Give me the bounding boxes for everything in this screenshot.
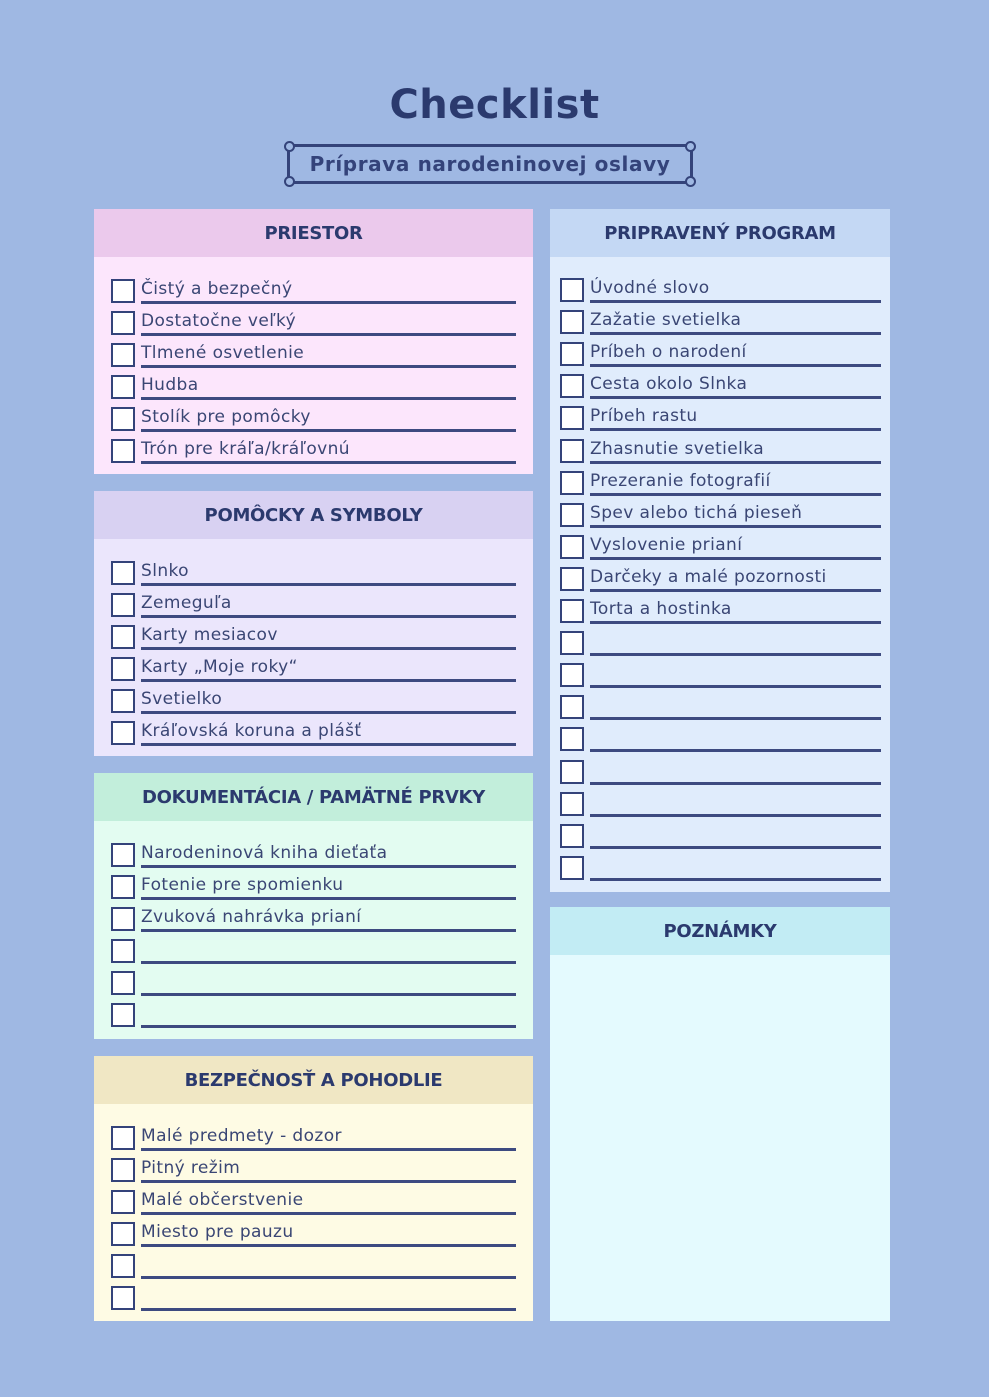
write-line bbox=[590, 557, 881, 560]
checklist-item bbox=[94, 277, 533, 309]
checkbox[interactable] bbox=[111, 439, 135, 463]
write-line bbox=[141, 743, 516, 746]
item-label[interactable]: Trón pre kráľa/kráľovnú bbox=[141, 439, 350, 459]
item-label[interactable]: Slnko bbox=[141, 561, 189, 581]
checklist-item bbox=[94, 687, 533, 719]
write-line bbox=[590, 621, 881, 624]
item-label[interactable]: Zemeguľa bbox=[141, 593, 232, 613]
write-line bbox=[590, 878, 881, 881]
section-pripraveny-program bbox=[550, 209, 890, 892]
write-line bbox=[141, 1308, 516, 1311]
checkbox[interactable] bbox=[111, 657, 135, 681]
checklist-item bbox=[94, 1001, 533, 1033]
item-label[interactable]: Zažatie svetielka bbox=[590, 310, 742, 331]
item-label[interactable]: Fotenie pre spomienku bbox=[141, 875, 344, 895]
write-line bbox=[141, 429, 516, 432]
checklist-item bbox=[550, 758, 890, 790]
write-line bbox=[590, 653, 881, 656]
checklist-item bbox=[94, 1124, 533, 1156]
section-bezpecnost-a-pohodlie bbox=[94, 1056, 533, 1321]
section-priestor bbox=[94, 209, 533, 474]
checklist-item bbox=[550, 404, 890, 436]
item-label[interactable]: Dostatočne veľký bbox=[141, 311, 297, 331]
item-label[interactable]: Stolík pre pomôcky bbox=[141, 407, 311, 427]
write-line bbox=[590, 749, 881, 752]
checkbox[interactable] bbox=[560, 599, 584, 623]
checkbox[interactable] bbox=[111, 939, 135, 963]
checklist-item bbox=[550, 565, 890, 597]
item-label[interactable]: Kráľovská koruna a plášť bbox=[141, 721, 362, 741]
checklist-item bbox=[550, 437, 890, 469]
write-line bbox=[141, 397, 516, 400]
checkbox[interactable] bbox=[111, 843, 135, 867]
checkbox[interactable] bbox=[560, 663, 584, 687]
section-poznamky bbox=[550, 907, 890, 1321]
checkbox[interactable] bbox=[560, 695, 584, 719]
checkbox[interactable] bbox=[111, 907, 135, 931]
checkbox[interactable] bbox=[111, 375, 135, 399]
write-line bbox=[590, 846, 881, 849]
page-title: Checklist bbox=[389, 82, 600, 128]
checklist-item bbox=[550, 501, 890, 533]
item-label[interactable]: Vyslovenie prianí bbox=[590, 534, 743, 555]
write-line bbox=[590, 589, 881, 592]
write-line bbox=[141, 711, 516, 714]
item-label[interactable]: Narodeninová kniha dieťaťa bbox=[141, 843, 388, 863]
checkbox[interactable] bbox=[560, 760, 584, 784]
checklist-item bbox=[94, 405, 533, 437]
checkbox[interactable] bbox=[560, 567, 584, 591]
checklist-item bbox=[94, 591, 533, 623]
checklist-item bbox=[94, 655, 533, 687]
write-line bbox=[590, 717, 881, 720]
frame-corner-dot bbox=[685, 176, 696, 187]
item-label[interactable]: Karty „Moje roky“ bbox=[141, 657, 298, 677]
write-line bbox=[590, 300, 881, 303]
checklist-item bbox=[94, 969, 533, 1001]
checklist-item bbox=[94, 905, 533, 937]
checkbox[interactable] bbox=[111, 311, 135, 335]
checklist-item bbox=[94, 341, 533, 373]
item-label[interactable]: Cesta okolo Slnka bbox=[590, 374, 748, 395]
checkbox[interactable] bbox=[560, 503, 584, 527]
frame-corner-dot bbox=[284, 141, 295, 152]
checkbox[interactable] bbox=[111, 561, 135, 585]
checklist-item bbox=[94, 937, 533, 969]
write-line bbox=[141, 365, 516, 368]
write-line bbox=[590, 332, 881, 335]
checkbox[interactable] bbox=[560, 631, 584, 655]
notes-area[interactable] bbox=[550, 955, 890, 1321]
checklist-item bbox=[94, 373, 533, 405]
write-line bbox=[141, 615, 516, 618]
checkbox[interactable] bbox=[560, 439, 584, 463]
checkbox[interactable] bbox=[111, 593, 135, 617]
checklist-item bbox=[550, 629, 890, 661]
checkbox[interactable] bbox=[560, 310, 584, 334]
checklist-item bbox=[94, 719, 533, 751]
checklist-item bbox=[550, 693, 890, 725]
write-line bbox=[590, 364, 881, 367]
write-line bbox=[141, 1276, 516, 1279]
item-label[interactable]: Zvuková nahrávka prianí bbox=[141, 907, 362, 927]
checkbox[interactable] bbox=[111, 875, 135, 899]
checkbox[interactable] bbox=[111, 1126, 135, 1150]
write-line bbox=[590, 396, 881, 399]
frame-corner-dot bbox=[284, 176, 295, 187]
checklist-item bbox=[550, 790, 890, 822]
checkbox[interactable] bbox=[560, 856, 584, 880]
checklist-item bbox=[94, 1284, 533, 1316]
checklist-item bbox=[94, 309, 533, 341]
checkbox[interactable] bbox=[111, 1158, 135, 1182]
item-label[interactable]: Svetielko bbox=[141, 689, 223, 709]
checklist-item bbox=[550, 469, 890, 501]
checklist-item bbox=[94, 1188, 533, 1220]
write-line bbox=[590, 685, 881, 688]
item-label[interactable]: Pitný režim bbox=[141, 1158, 241, 1178]
subtitle: Príprava narodeninovej oslavy bbox=[309, 152, 671, 176]
checkbox[interactable] bbox=[560, 278, 584, 302]
checklist-item bbox=[94, 841, 533, 873]
checklist-item bbox=[550, 533, 890, 565]
write-line bbox=[590, 461, 881, 464]
checkbox[interactable] bbox=[111, 721, 135, 745]
section-dokumentacia bbox=[94, 773, 533, 1039]
section-header: POMÔCKY A SYMBOLY bbox=[94, 491, 533, 539]
checkbox[interactable] bbox=[111, 279, 135, 303]
checkbox[interactable] bbox=[111, 625, 135, 649]
checkbox[interactable] bbox=[111, 343, 135, 367]
checkbox[interactable] bbox=[560, 406, 584, 430]
checkbox[interactable] bbox=[560, 824, 584, 848]
item-label[interactable]: Darčeky a malé pozornosti bbox=[590, 566, 827, 587]
checklist-item bbox=[94, 437, 533, 469]
write-line bbox=[141, 1148, 516, 1151]
subtitle-frame bbox=[287, 144, 693, 184]
write-line bbox=[590, 493, 881, 496]
write-line bbox=[590, 525, 881, 528]
write-line bbox=[141, 1025, 516, 1028]
section-header: DOKUMENTÁCIA / PAMÄTNÉ PRVKY bbox=[94, 773, 533, 821]
write-line bbox=[141, 865, 516, 868]
frame-corner-dot bbox=[685, 141, 696, 152]
checkbox[interactable] bbox=[111, 1003, 135, 1027]
item-label[interactable]: Spev alebo tichá pieseň bbox=[590, 502, 803, 523]
write-line bbox=[141, 679, 516, 682]
item-label[interactable]: Príbeh o narodení bbox=[590, 342, 747, 363]
section-header: BEZPEČNOSŤ A POHODLIE bbox=[94, 1056, 533, 1104]
item-label[interactable]: Zhasnutie svetielka bbox=[590, 438, 765, 459]
item-label[interactable]: Tlmené osvetlenie bbox=[141, 343, 305, 363]
checkbox[interactable] bbox=[111, 1222, 135, 1246]
checklist-item bbox=[94, 1252, 533, 1284]
item-label[interactable]: Úvodné slovo bbox=[590, 278, 710, 298]
write-line bbox=[141, 961, 516, 964]
write-line bbox=[141, 583, 516, 586]
section-header: POZNÁMKY bbox=[550, 907, 890, 955]
write-line bbox=[590, 814, 881, 817]
checklist-item bbox=[94, 559, 533, 591]
checklist-item bbox=[550, 854, 890, 886]
checklist-item bbox=[94, 1156, 533, 1188]
checkbox[interactable] bbox=[560, 727, 584, 751]
checklist-item bbox=[550, 308, 890, 340]
write-line bbox=[141, 1180, 516, 1183]
item-label[interactable]: Príbeh rastu bbox=[590, 406, 698, 427]
item-label[interactable]: Malé predmety - dozor bbox=[141, 1126, 342, 1146]
checklist-item bbox=[94, 873, 533, 905]
checklist-item bbox=[550, 276, 890, 308]
checkbox[interactable] bbox=[111, 407, 135, 431]
item-label[interactable]: Hudba bbox=[141, 375, 199, 395]
write-line bbox=[590, 428, 881, 431]
checklist-item bbox=[550, 725, 890, 757]
write-line bbox=[141, 301, 516, 304]
checklist-item bbox=[94, 1220, 533, 1252]
checklist-item bbox=[94, 623, 533, 655]
checkbox[interactable] bbox=[560, 792, 584, 816]
checkbox[interactable] bbox=[111, 1254, 135, 1278]
checkbox[interactable] bbox=[111, 689, 135, 713]
item-label[interactable]: Karty mesiacov bbox=[141, 625, 278, 645]
write-line bbox=[141, 1244, 516, 1247]
checkbox[interactable] bbox=[560, 342, 584, 366]
write-line bbox=[141, 897, 516, 900]
checkbox[interactable] bbox=[111, 1286, 135, 1310]
write-line bbox=[141, 929, 516, 932]
checkbox[interactable] bbox=[111, 971, 135, 995]
item-label[interactable]: Torta a hostinka bbox=[590, 599, 732, 619]
checkbox[interactable] bbox=[560, 374, 584, 398]
checkbox[interactable] bbox=[111, 1190, 135, 1214]
item-label[interactable]: Čistý a bezpečný bbox=[141, 279, 293, 299]
write-line bbox=[141, 461, 516, 464]
item-label[interactable]: Miesto pre pauzu bbox=[141, 1222, 294, 1242]
item-label[interactable]: Malé občerstvenie bbox=[141, 1190, 304, 1210]
write-line bbox=[141, 647, 516, 650]
section-pomocky-a-symboly bbox=[94, 491, 533, 756]
checklist-item bbox=[550, 340, 890, 372]
checklist-item bbox=[550, 822, 890, 854]
checklist-item bbox=[550, 661, 890, 693]
write-line bbox=[590, 782, 881, 785]
checkbox[interactable] bbox=[560, 535, 584, 559]
checkbox[interactable] bbox=[560, 471, 584, 495]
checklist-item bbox=[550, 597, 890, 629]
write-line bbox=[141, 333, 516, 336]
section-header: PRIPRAVENÝ PROGRAM bbox=[550, 209, 890, 257]
checklist-item bbox=[550, 372, 890, 404]
write-line bbox=[141, 993, 516, 996]
section-header: PRIESTOR bbox=[94, 209, 533, 257]
item-label[interactable]: Prezeranie fotografií bbox=[590, 470, 771, 491]
write-line bbox=[141, 1212, 516, 1215]
